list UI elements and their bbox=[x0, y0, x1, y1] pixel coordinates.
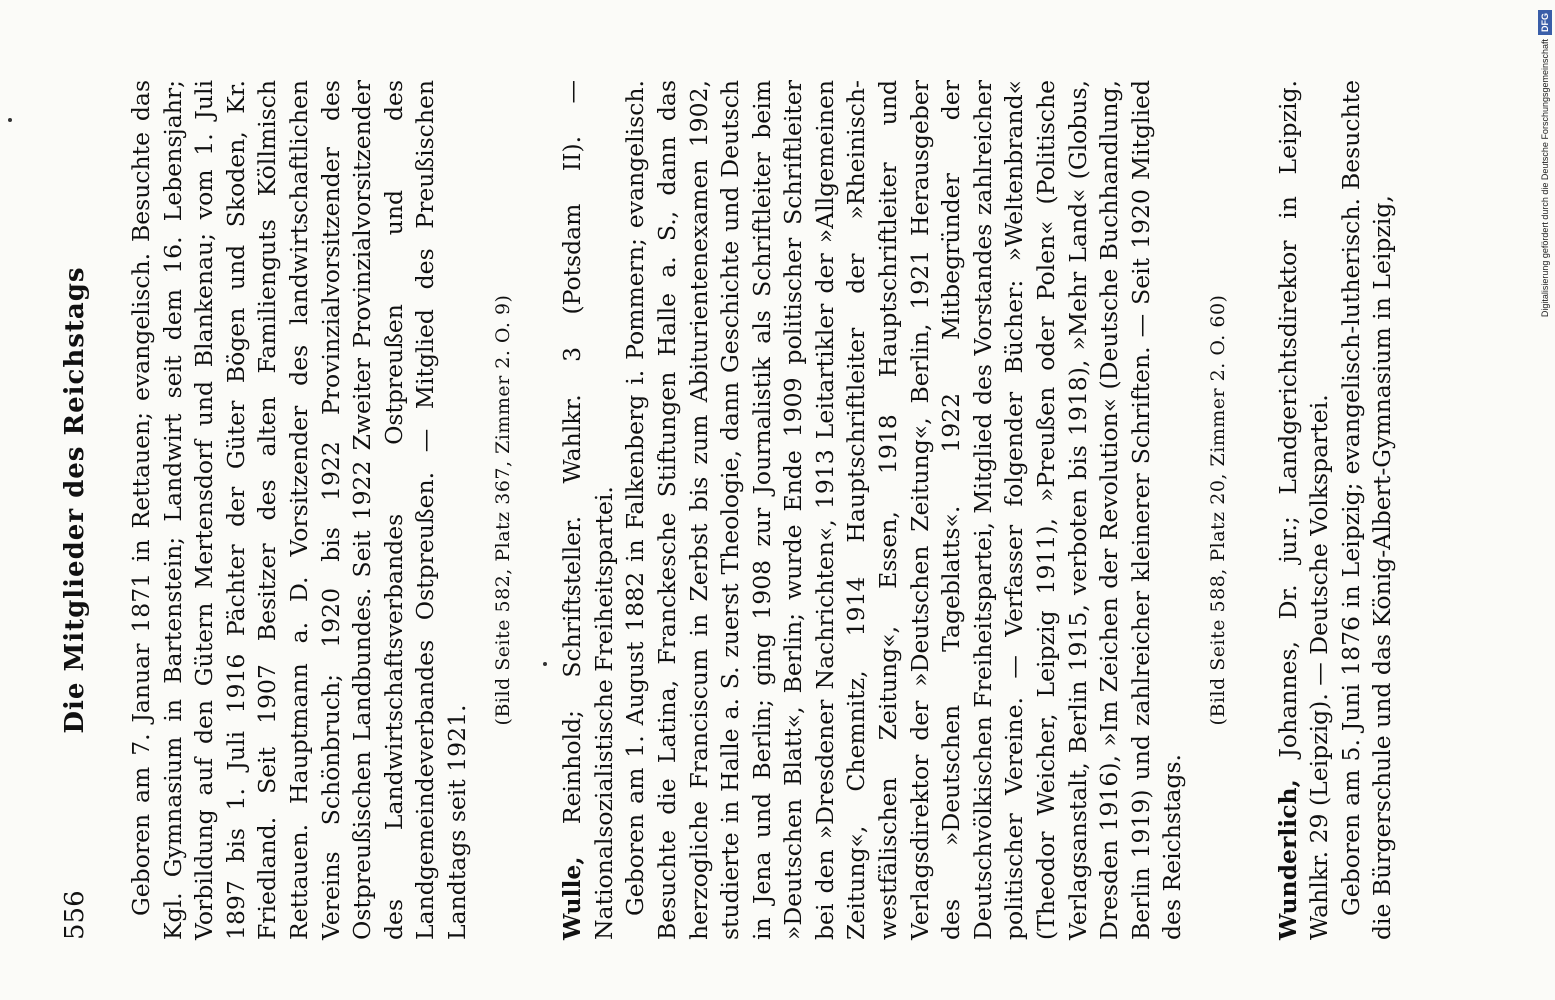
entry-heading-text: Reinhold; Schriftsteller. Wahlkr. 3 (Potsdam II). — Nationalsozialistische Freiheitspartei. bbox=[558, 80, 618, 940]
entry-paragraph: Geboren am 5. Juni 1876 in Leipzig; evangelisch-lutherisch. Besuchte die Bürgerschule und das König-Albert-Gymnasium in Leipzig, bbox=[1336, 80, 1397, 940]
digitization-credit bbox=[1538, 10, 1552, 990]
scan-speck bbox=[8, 118, 12, 122]
entry-reference: (Bild Seite 588, Platz 20, Zimmer 2. O. 60) bbox=[1207, 294, 1229, 726]
page-header bbox=[60, 60, 100, 940]
entry-heading bbox=[557, 80, 620, 940]
entry-name: Wunderlich, bbox=[1273, 779, 1302, 940]
page-body bbox=[126, 80, 1399, 940]
digitization-credit-text: Digitalisierung gefördert durch die Deutsche Forschungsgemeinschaft bbox=[1540, 39, 1550, 318]
entry-heading-text: Johannes, Dr. jur.; Landgerichtsdirektor in Leipzig. Wahlkr. 29 (Leipzig). — Deutsche Volkspartei. bbox=[1273, 80, 1334, 940]
entry-heading bbox=[1273, 80, 1336, 940]
digitization-credit-text-wrap bbox=[1538, 10, 1552, 990]
entry-name: Wulle, bbox=[558, 856, 587, 940]
entry bbox=[557, 80, 1234, 940]
scan-speck bbox=[543, 662, 547, 666]
dfg-logo: DFG bbox=[1538, 10, 1552, 35]
entry-paragraph: Geboren am 7. Januar 1871 in Rettauen; evangelisch. Besuchte das Kgl. Gymnasium in Bartenstein; Landwirt seit dem 16. Lebensjahr; Vorbildung auf den Gütern Mertensdorf und Blankenau; vom 1. Juli 1897 bis 1. Juli 1916 Pächter der Güter Bögen und Skoden, Kr. Friedland. Seit 1907 Besitzer des alten Familienguts Köllmisch Rettauen. Hauptmann a. D. Vorsitzender des landwirtschaftlichen Vereins Schönbruch; 1920 bis 1922 Provinzialvorsitzender des Ostpreußischen Landbundes. Seit 1922 Zweiter Provinzialvorsitzender des Landwirtschaftsverbandes Ostpreußen und des Landgemeindeverbandes Ostpreußen. — Mitglied des Preußischen Landtags seit 1921. bbox=[127, 80, 471, 940]
entry bbox=[1273, 80, 1399, 940]
running-title: Die Mitglieder des Reichstags bbox=[60, 266, 90, 734]
entry-paragraph: Geboren am 1. August 1882 in Falkenberg i. Pommern; evangelisch. Besuchte die Latina, Franckesche Stiftungen Halle a. S., dann das herzogliche Franciscum in Zerbst bis zum Abiturientenexamen 1902, studierte in Halle a. S. zuerst Theologie, dann Geschichte und Deutsch in Jena und Berlin; ging 1908 zur Journalistik als Schriftleiter beim »Deutschen Blatt«, Berlin; wurde Ende 1909 politischer Schriftleiter bei den »Dresdener Nachrichten«, 1913 Leitartikler der »Allgemeinen Zeitung«, Chemnitz, 1914 Hauptschriftleiter der »Rheinisch-westfälischen Zeitung«, Essen, 1918 Hauptschriftleiter und Verlagsdirektor der »Deutschen Zeitung«, Berlin, 1921 Herausgeber des »Deutschen Tageblatts«. 1922 Mitbegründer der Deutschvölkischen Freiheitspartei, Mitglied des Vorstandes zahlreicher politischer Vereine. — Verfasser folgender Bücher: »Weltenbrand« (Theodor Weicher, Leipzig 1911), »Preußen oder Polen« (Politische Verlagsanstalt, Berlin 1915, verboten bis 1918), »Mehr Land« (Globus, Dresden 1916), »Im Zeichen der Revolution« (Deutsche Buchhandlung, Berlin 1919) und zahlreicher kleinerer Schriften. — Seit 1920 Mitglied des Reichstags. bbox=[621, 80, 1187, 940]
page-number: 556 bbox=[60, 890, 90, 940]
entry-reference: (Bild Seite 582, Platz 367, Zimmer 2. O. 9) bbox=[491, 294, 514, 726]
entry bbox=[126, 80, 519, 940]
